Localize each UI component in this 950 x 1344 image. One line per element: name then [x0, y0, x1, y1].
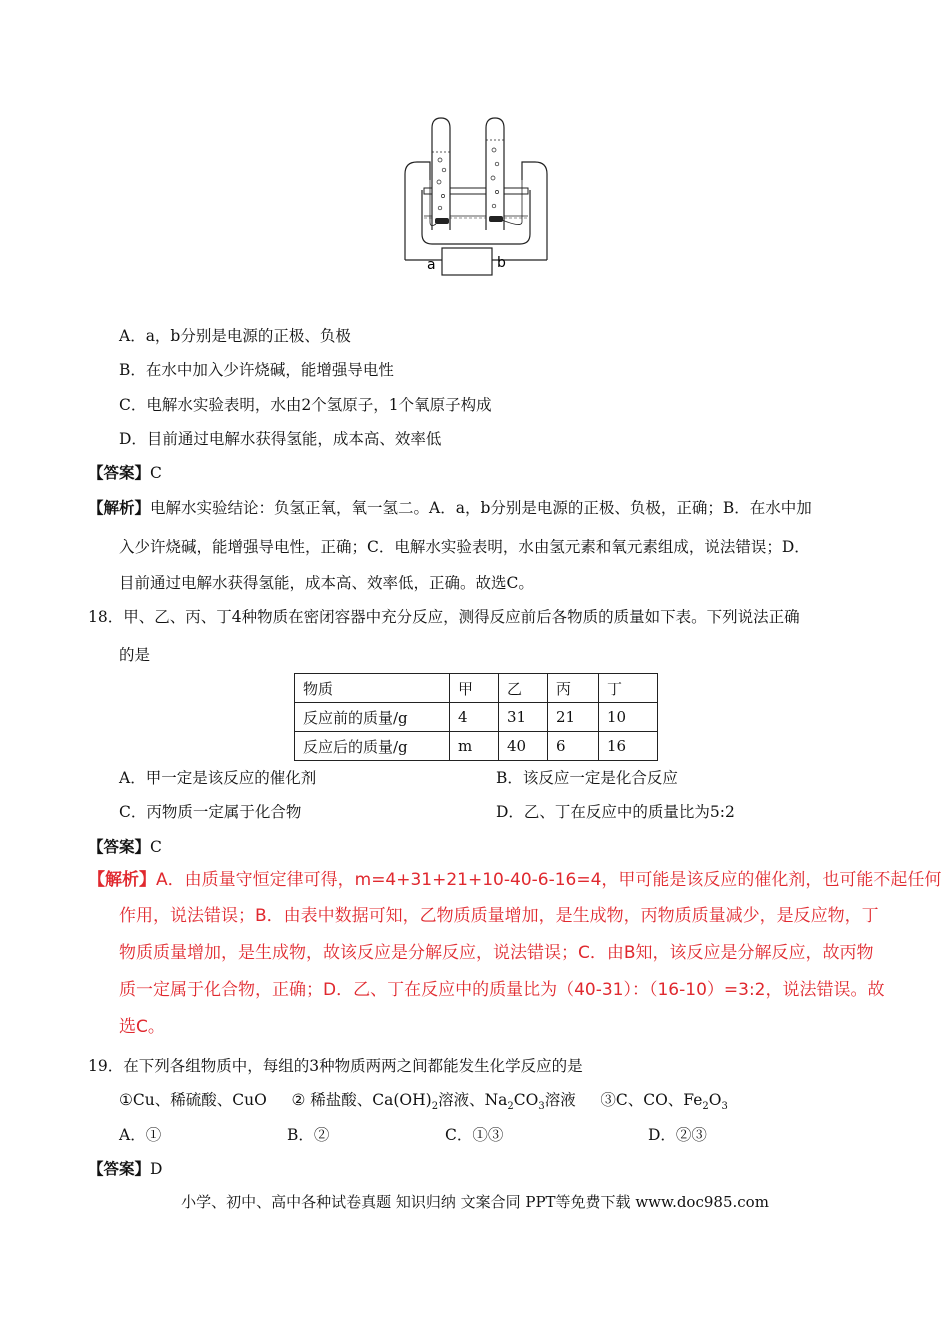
q19-option-c: C．①③ — [445, 1126, 504, 1144]
q19-stem: 19．在下列各组物质中，每组的3种物质两两之间都能发生化学反应的是 — [88, 1057, 583, 1075]
q19-answer — [88, 1158, 162, 1180]
q18-explain-line-5: 选C。 — [119, 1017, 165, 1037]
q19-option-a: A．① — [119, 1126, 162, 1144]
explain-tag: 【解析】 — [88, 499, 151, 517]
q17-option-d: D．目前通过电解水获得氢能，成本高、效率低 — [119, 430, 442, 448]
q19-option-b: B．② — [287, 1126, 330, 1144]
terminal-a-label: a — [427, 257, 436, 273]
answer-tag: 【答案】 — [88, 1160, 151, 1178]
table-cell: 6 — [548, 732, 599, 761]
table-cell: 10 — [599, 703, 658, 732]
terminal-b-label: b — [497, 255, 506, 271]
q18-stem-line-1: 18．甲、乙、丙、丁4种物质在密闭容器中充分反应，测得反应前后各物质的质量如下表。下列说法正确 — [88, 608, 800, 626]
table-cell: 16 — [599, 732, 658, 761]
table-cell: 反应后的质量/g — [295, 732, 450, 761]
q18-option-c: C．丙物质一定属于化合物 — [119, 803, 302, 821]
q18-stem-line-2: 的是 — [119, 646, 151, 664]
table-cell: 乙 — [499, 674, 548, 703]
q17-option-a: A．a，b分别是电源的正极、负极 — [119, 327, 351, 345]
q17-explain-line-3: 目前通过电解水获得氢能，成本高、效率低，正确。故选C。 — [119, 574, 534, 592]
answer-value: C — [150, 838, 162, 856]
q17-explain-line-1: 【解析】电解水实验结论：负氢正氧，氧一氢二。A．a，b分别是电源的正极、负极，正确；B．在水中加 — [88, 499, 812, 517]
table-header-row — [295, 674, 658, 703]
q18-explain-line-1: 【解析】A．由质量守恒定律可得，m=4+31+21+10-40-6-16=4，甲可能是该反应的催化剂，也可能不起任何 — [88, 870, 942, 890]
q19-group-3: ③C、CO、$Fe_2O_3$ — [600, 1091, 728, 1113]
table-cell: 丙 — [548, 674, 599, 703]
table-cell: 反应前的质量/g — [295, 703, 450, 732]
table-cell: m — [450, 732, 499, 761]
q17-explain-line-2: 入少许烧碱，能增强导电性，正确；C．电解水实验表明，水由氢元素和氧元素组成，说法错误；D． — [119, 538, 810, 556]
table-cell: 31 — [499, 703, 548, 732]
answer-tag: 【答案】 — [88, 838, 151, 856]
table-row — [295, 732, 658, 761]
table-cell: 物质 — [295, 674, 450, 703]
q19-groups — [119, 1089, 728, 1118]
q18-mass-table — [294, 673, 658, 761]
q18-answer — [88, 836, 162, 858]
q18-option-d: D．乙、丁在反应中的质量比为5:2 — [496, 803, 735, 821]
q18-option-a: A．甲一定是该反应的催化剂 — [119, 769, 317, 787]
q18-explain-line-4: 质一定属于化合物，正确；D．乙、丁在反应中的质量比为（40-31）：（16-10）=3:2，说法错误。故 — [119, 980, 885, 1000]
answer-value: C — [150, 464, 162, 482]
q17-answer — [88, 462, 162, 484]
table-cell: 甲 — [450, 674, 499, 703]
answer-value: D — [150, 1160, 163, 1178]
q18-explain-line-3: 物质质量增加，是生成物，故该反应是分解反应，说法错误；C．由B知，该反应是分解反应，故丙物 — [119, 943, 874, 963]
electrolysis-apparatus-figure — [400, 112, 552, 294]
q19-group-1: ①Cu、稀硫酸、CuO — [119, 1091, 267, 1109]
q18-explain-line-2: 作用，说法错误；B．由表中数据可知，乙物质质量增加，是生成物，丙物质质量减少，是反应物，丁 — [119, 906, 879, 926]
q17-option-c: C．电解水实验表明，水由2个氢原子，1个氧原子构成 — [119, 396, 492, 414]
table-row — [295, 703, 658, 732]
q17-option-b: B．在水中加入少许烧碱，能增强导电性 — [119, 361, 394, 379]
explain-tag: 【解析】 — [88, 870, 156, 890]
table-cell: 4 — [450, 703, 499, 732]
q19-option-d: D．②③ — [648, 1126, 707, 1144]
q18-option-b: B．该反应一定是化合反应 — [496, 769, 678, 787]
table-cell: 21 — [548, 703, 599, 732]
answer-tag: 【答案】 — [88, 464, 151, 482]
table-cell: 丁 — [599, 674, 658, 703]
page-footer: 小学、初中、高中各种试卷真题 知识归纳 文案合同 PPT等免费下载 www.doc985.com — [181, 1193, 769, 1211]
q19-group-2: ② 稀盐酸、$Ca(OH)_2$溶液、$Na_2CO_3$溶液 — [291, 1091, 576, 1113]
table-cell: 40 — [499, 732, 548, 761]
